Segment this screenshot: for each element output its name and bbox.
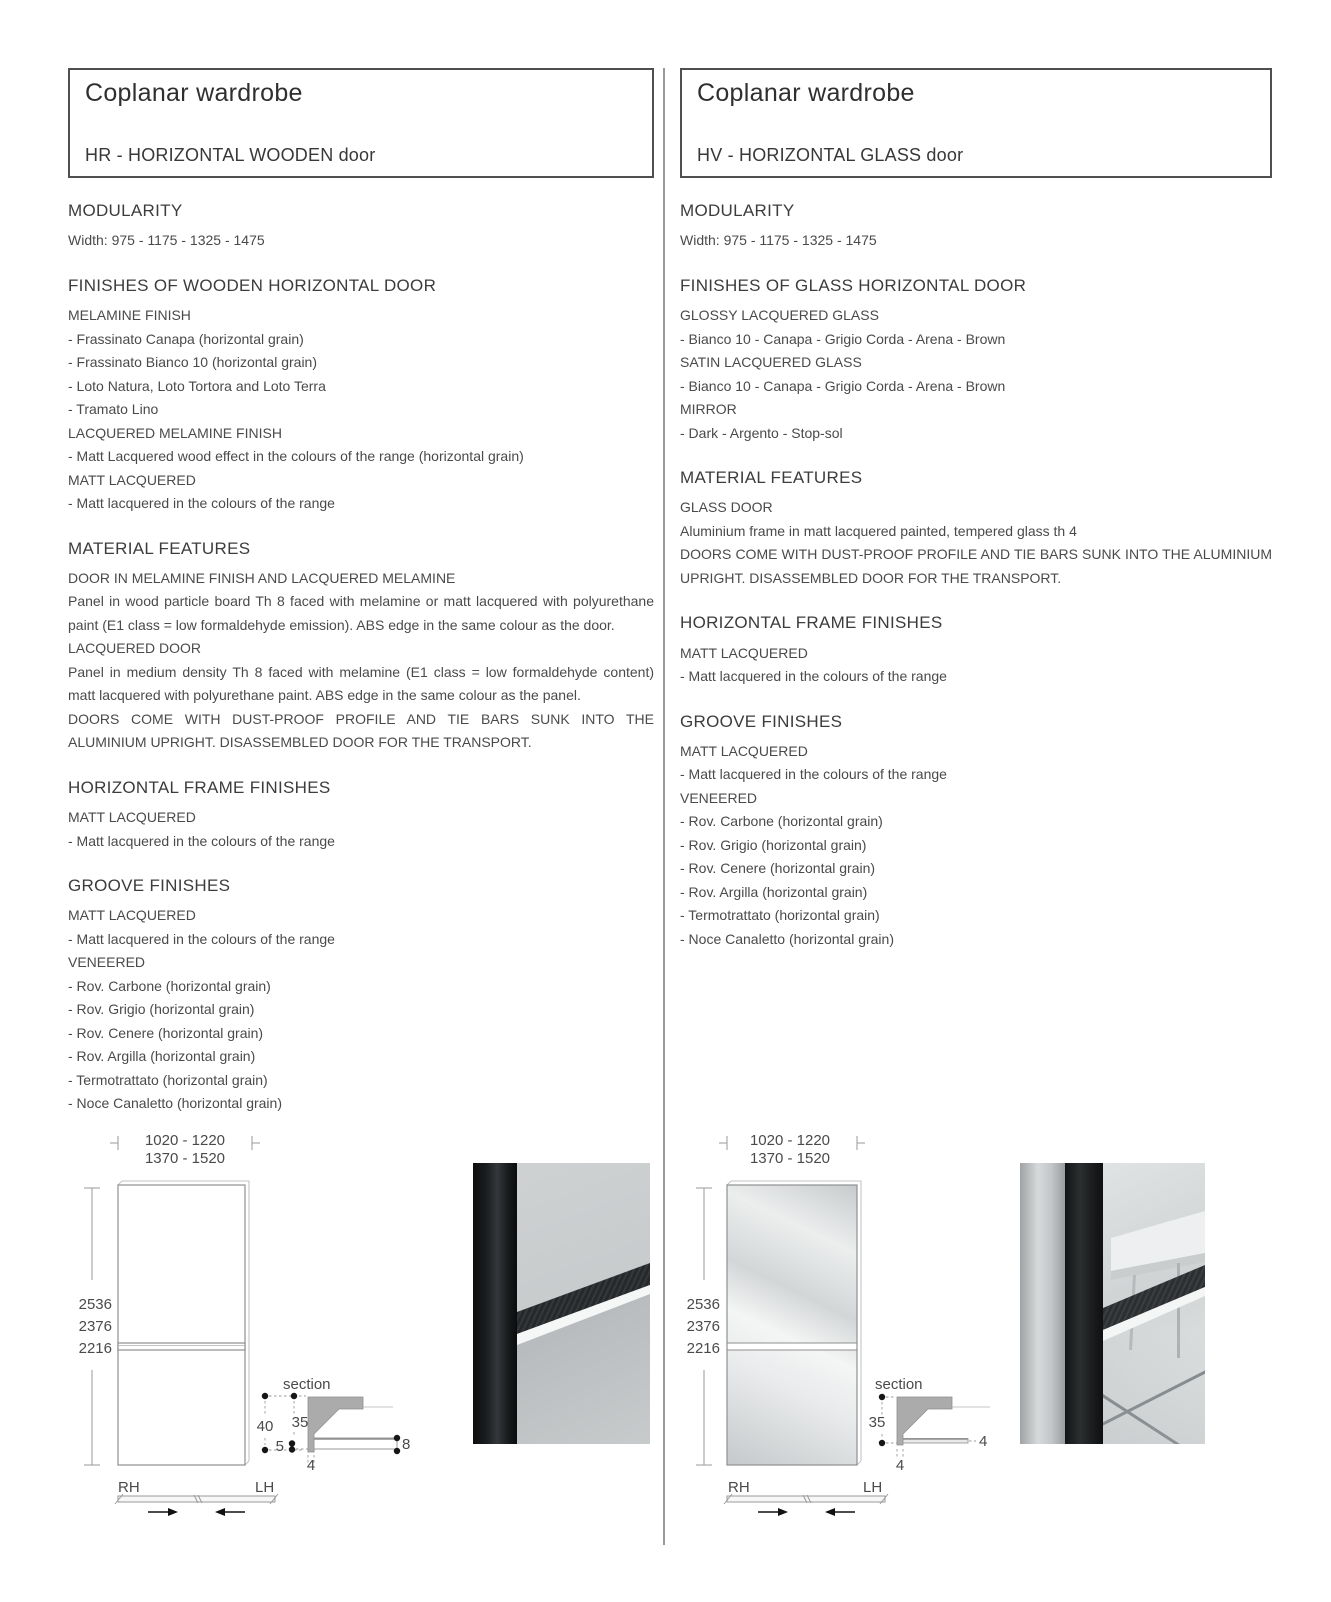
spec-line: - Noce Canaletto (horizontal grain) (680, 930, 894, 947)
left-column (68, 68, 654, 1116)
slide-direction-left-arrowhead (825, 1508, 835, 1516)
width-range-bottom: 1370 - 1520 (144, 1150, 226, 1167)
width-range-top: 1020 - 1220 (144, 1132, 226, 1149)
section-heading: MODULARITY (68, 201, 183, 220)
spec-section (68, 875, 654, 1116)
spec-line: GLOSSY LACQUERED GLASS (680, 307, 879, 323)
section-lines (680, 740, 1272, 952)
spec-line: - Matt lacquered in the colours of the range (68, 495, 335, 511)
section-lines (68, 229, 654, 253)
frame-profile-section (897, 1397, 952, 1445)
spec-section (68, 538, 654, 755)
section-lines (68, 567, 654, 755)
dim-dot (289, 1446, 295, 1452)
spec-line: DOOR IN MELAMINE FINISH AND LACQUERED MELAMINE (68, 569, 456, 586)
spec-line: - Rov. Argilla (horizontal grain) (68, 1048, 256, 1065)
door-divider-band (118, 1343, 245, 1350)
spec-line: - Dark - Argento - Stop-sol (680, 424, 843, 441)
spec-line: - Bianco 10 - Canapa - Grigio Corda - Arena - Brown (680, 377, 1006, 394)
section-heading: MODULARITY (680, 201, 795, 220)
section-heading: GROOVE FINISHES (680, 711, 843, 731)
spec-line: LACQUERED DOOR (68, 640, 202, 657)
spec-line: MELAMINE FINISH (68, 307, 191, 323)
spec-line: - Rov. Cenere (horizontal grain) (68, 1024, 264, 1041)
spec-line: - Rov. Grigio (horizontal grain) (680, 836, 867, 853)
spec-line: - Matt lacquered in the colours of the range (680, 766, 947, 783)
spec-line: - Loto Natura, Loto Tortora and Loto Terra (68, 377, 326, 394)
spec-line: Panel in medium density Th 8 faced with melamine (E1 class = low formaldehyde content) matt lacquered with polyurethane paint. ABS edge in the same colour as the panel. (68, 663, 654, 704)
spec-line: - Rov. Carbone (horizontal grain) (68, 977, 271, 994)
section-lines (680, 496, 1272, 590)
spec-line: - Termotrattato (horizontal grain) (680, 907, 880, 924)
spec-section (68, 200, 654, 253)
spec-line: - Rov. Grigio (horizontal grain) (68, 1001, 255, 1018)
spec-line: - Tramato Lino (68, 401, 159, 417)
dim-dot (394, 1435, 400, 1441)
page-title: Coplanar wardrobe (85, 79, 303, 107)
left-door-type-subtitle: HR - HORIZONTAL WOODEN door (85, 145, 376, 165)
spec-section (680, 275, 1272, 445)
dim-4-label: 4 (306, 1457, 316, 1474)
wardrobe-front (118, 1185, 245, 1465)
section-heading: HORIZONTAL FRAME FINISHES (680, 613, 943, 633)
spec-line: - Matt lacquered in the colours of the range (68, 930, 335, 947)
spec-line: VENEERED (680, 789, 758, 806)
spec-section (680, 711, 1272, 952)
spec-line: - Matt Lacquered wood effect in the colours of the range (horizontal grain) (68, 448, 524, 464)
left-title-box (68, 68, 654, 178)
dim-dot (291, 1393, 297, 1399)
spec-line: Panel in wood particle board Th 8 faced with melamine or matt lacquered with polyurethane paint (E1 class = low formaldehyde emission). ABS edge in the same colour as the door. (68, 593, 654, 633)
spec-line: - Bianco 10 - Canapa - Grigio Corda - Arena - Brown (680, 330, 1006, 347)
section-detail-label: section (283, 1376, 331, 1393)
spec-line: MATT LACQUERED (680, 742, 808, 759)
height-option-1: 2536 (686, 1296, 720, 1313)
dim-dot (879, 1394, 885, 1400)
dim-8-label: 8 (402, 1436, 411, 1453)
spec-line: Aluminium frame in matt lacquered painted, tempered glass th 4 (680, 522, 1077, 539)
right-column (680, 68, 1272, 951)
height-option-3: 2216 (78, 1340, 112, 1357)
spec-line: LACQUERED MELAMINE FINISH (68, 424, 282, 441)
left-hand-label: LH (255, 1479, 275, 1496)
door-frame-upright (1065, 1163, 1103, 1444)
dim-5-label: 5 (275, 1438, 284, 1455)
spec-line: GLASS DOOR (680, 499, 773, 516)
dim-dot (394, 1448, 400, 1454)
spec-line: - Frassinato Bianco 10 (horizontal grain) (68, 354, 318, 370)
section-heading: GROOVE FINISHES (68, 876, 231, 895)
dim-35-label: 35 (291, 1414, 309, 1431)
dim-35-label: 35 (868, 1414, 886, 1431)
width-range-bottom: 1370 - 1520 (749, 1150, 831, 1167)
spec-line: MATT LACQUERED (68, 907, 196, 924)
glass-door-technical-drawing (680, 1118, 1020, 1528)
section-heading: HORIZONTAL FRAME FINISHES (68, 777, 331, 797)
slide-direction-right-arrowhead (168, 1508, 178, 1516)
right-hand-label: RH (118, 1479, 140, 1496)
column-divider-line (663, 68, 665, 1545)
slide-direction-left-arrowhead (215, 1508, 225, 1516)
spec-line: MATT LACQUERED (680, 644, 808, 661)
photo-glass-door-detail (1020, 1163, 1205, 1444)
section-detail-label: section (875, 1376, 923, 1393)
left-hand-label: LH (863, 1479, 883, 1496)
wardrobe-side-panel (1020, 1163, 1065, 1444)
spec-section (68, 275, 654, 516)
height-option-2: 2376 (686, 1318, 720, 1335)
dim-40-label: 40 (256, 1418, 274, 1435)
section-lines (68, 806, 654, 853)
spec-line: VENEERED (68, 954, 146, 971)
spec-line: - Matt lacquered in the colours of the range (680, 668, 947, 684)
section-heading: FINISHES OF WOODEN HORIZONTAL DOOR (68, 275, 437, 295)
spec-line: DOORS COME WITH DUST-PROOF PROFILE AND TIE BARS SUNK INTO THE ALUMINIUM UPRIGHT. DISASSEMBLED DOOR FOR THE TRANSPORT. (68, 710, 654, 751)
spec-line: - Rov. Carbone (horizontal grain) (680, 813, 883, 830)
dim-dot (289, 1440, 295, 1446)
height-option-3: 2216 (686, 1340, 720, 1357)
spec-line: - Termotrattato (horizontal grain) (68, 1071, 268, 1088)
spec-section (680, 467, 1272, 590)
wooden-door-technical-drawing (68, 1118, 468, 1528)
door-divider-band (727, 1343, 857, 1350)
spec-line: Width: 975 - 1175 - 1325 - 1475 (680, 232, 877, 249)
slide-direction-right-arrowhead (778, 1508, 788, 1516)
section-lines (680, 304, 1272, 445)
left-sections (68, 200, 654, 1116)
right-door-type-subtitle: HV - HORIZONTAL GLASS door (697, 145, 964, 165)
upper-mirror-door (727, 1185, 857, 1343)
spec-line: - Matt lacquered in the colours of the range (68, 832, 335, 849)
spec-line: MATT LACQUERED (68, 471, 196, 488)
dim-4-gap-label: 4 (895, 1457, 905, 1474)
photo-wooden-door-detail (473, 1163, 650, 1444)
section-lines (68, 904, 654, 1116)
width-range-top: 1020 - 1220 (749, 1132, 831, 1149)
section-heading: MATERIAL FEATURES (68, 538, 251, 558)
right-hand-label: RH (728, 1479, 750, 1496)
spec-line: - Noce Canaletto (horizontal grain) (68, 1095, 282, 1112)
dim-dot (879, 1440, 885, 1446)
height-option-1: 2536 (78, 1296, 112, 1313)
height-option-2: 2376 (78, 1318, 112, 1335)
page-title: Coplanar wardrobe (697, 79, 915, 107)
spec-line: - Rov. Argilla (horizontal grain) (680, 883, 868, 900)
section-lines (68, 304, 654, 516)
section-heading: FINISHES OF GLASS HORIZONTAL DOOR (680, 275, 1027, 295)
spec-line: DOORS COME WITH DUST-PROOF PROFILE AND TIE BARS SUNK INTO THE ALUMINIUM UPRIGHT. DISASSEMBLED DOOR FOR THE TRANSPORT. (680, 546, 1272, 586)
dim-4-glass-label: 4 (979, 1433, 988, 1450)
section-lines (680, 229, 1272, 253)
spec-section (68, 777, 654, 853)
section-lines (680, 642, 1272, 689)
dim-dot (262, 1393, 268, 1399)
dim-dot (262, 1447, 268, 1453)
section-heading: MATERIAL FEATURES (680, 468, 863, 487)
door-frame-upright (473, 1163, 517, 1444)
right-sections (680, 200, 1272, 951)
spec-line: - Rov. Cenere (horizontal grain) (680, 860, 876, 877)
spec-line: MATT LACQUERED (68, 809, 196, 825)
spec-line: MIRROR (680, 401, 737, 417)
right-title-box (680, 68, 1272, 178)
spec-section (680, 612, 1272, 688)
spec-section (680, 200, 1272, 253)
spec-line: - Frassinato Canapa (horizontal grain) (68, 330, 304, 347)
spec-line: SATIN LACQUERED GLASS (680, 354, 862, 370)
spec-line: Width: 975 - 1175 - 1325 - 1475 (68, 232, 265, 249)
lower-mirror-door (727, 1350, 857, 1465)
